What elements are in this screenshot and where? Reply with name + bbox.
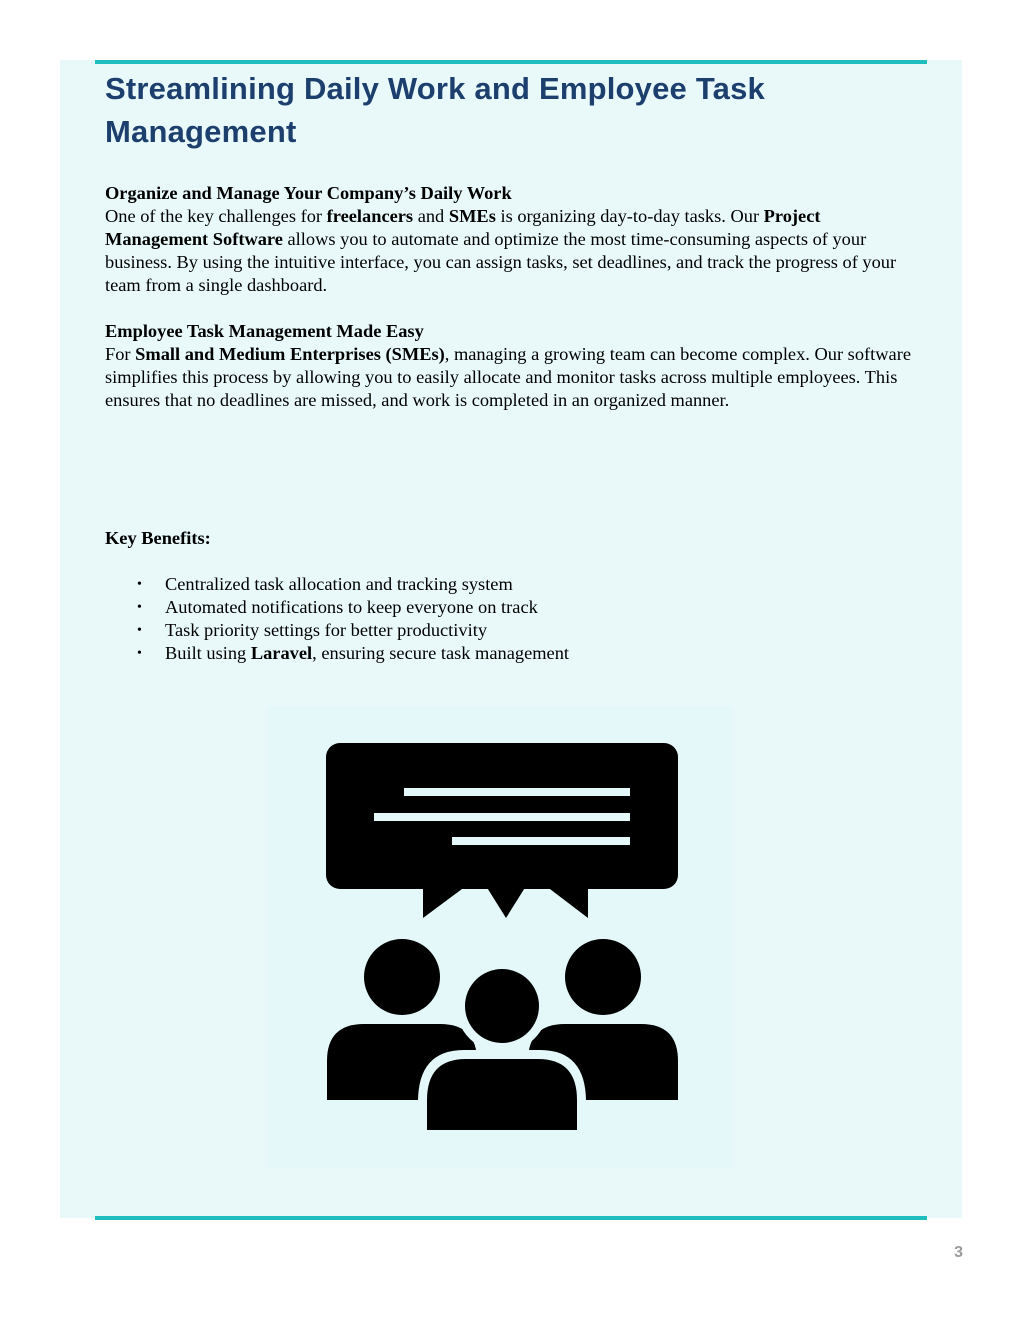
- list-item: [137, 596, 917, 619]
- bold-term: Project Management Software: [105, 206, 821, 249]
- text-run: allows you to automate and optimize the most time-consuming aspects of your business. By using the intuitive interface, you can assign tasks, set deadlines, and track the progress of your team from a single dashboard.: [105, 229, 897, 295]
- benefits-list: [105, 573, 917, 665]
- bullet-icon: •: [137, 623, 142, 638]
- bottom-accent-rule: [95, 1216, 927, 1220]
- section-heading: Organize and Manage Your Company’s Daily Work: [105, 183, 512, 203]
- bold-term: freelancers: [326, 206, 414, 226]
- bullet-icon: •: [137, 646, 142, 661]
- team-discussion-icon: [268, 706, 732, 1168]
- bullet-icon: •: [137, 600, 142, 615]
- list-item-text: Task priority settings for better productivity: [165, 620, 488, 640]
- list-item: [137, 642, 917, 665]
- section-paragraph: [105, 205, 917, 297]
- list-item: [137, 619, 917, 642]
- list-item: [137, 573, 917, 596]
- section-employee-tasks: [105, 320, 917, 412]
- text-run: For: [105, 344, 136, 364]
- bold-term: Small and Medium Enterprises (SMEs): [135, 344, 445, 364]
- benefits-heading: Key Benefits:: [105, 528, 211, 548]
- list-item-text: Centralized task allocation and tracking system: [165, 574, 513, 594]
- section-daily-work: [105, 182, 917, 297]
- text-run: , managing a growing team can become complex. Our software simplifies this process by allowing you to easily allocate and monitor tasks across multiple employees. This ensures that no deadlines are missed, and work is completed in an organized manner.: [105, 344, 911, 410]
- bold-term: Laravel: [250, 643, 313, 663]
- text-run: and: [413, 206, 449, 226]
- section-heading: Employee Task Management Made Easy: [105, 321, 424, 341]
- page-title: Streamlining Daily Work and Employee Task Management: [105, 71, 765, 149]
- section-paragraph: [105, 343, 917, 412]
- bold-term: SMEs: [448, 206, 496, 226]
- text-run: is organizing day-to-day tasks. Our: [495, 206, 764, 226]
- illustration: [268, 706, 732, 1168]
- list-item-text: Built using: [165, 643, 251, 663]
- text-run: One of the key challenges for: [105, 206, 327, 226]
- list-item-text: , ensuring secure task management: [312, 643, 570, 663]
- page-content: [105, 64, 917, 665]
- bullet-icon: •: [137, 577, 142, 592]
- page-number: 3: [954, 1244, 963, 1261]
- list-item-text: Automated notifications to keep everyone on track: [165, 597, 538, 617]
